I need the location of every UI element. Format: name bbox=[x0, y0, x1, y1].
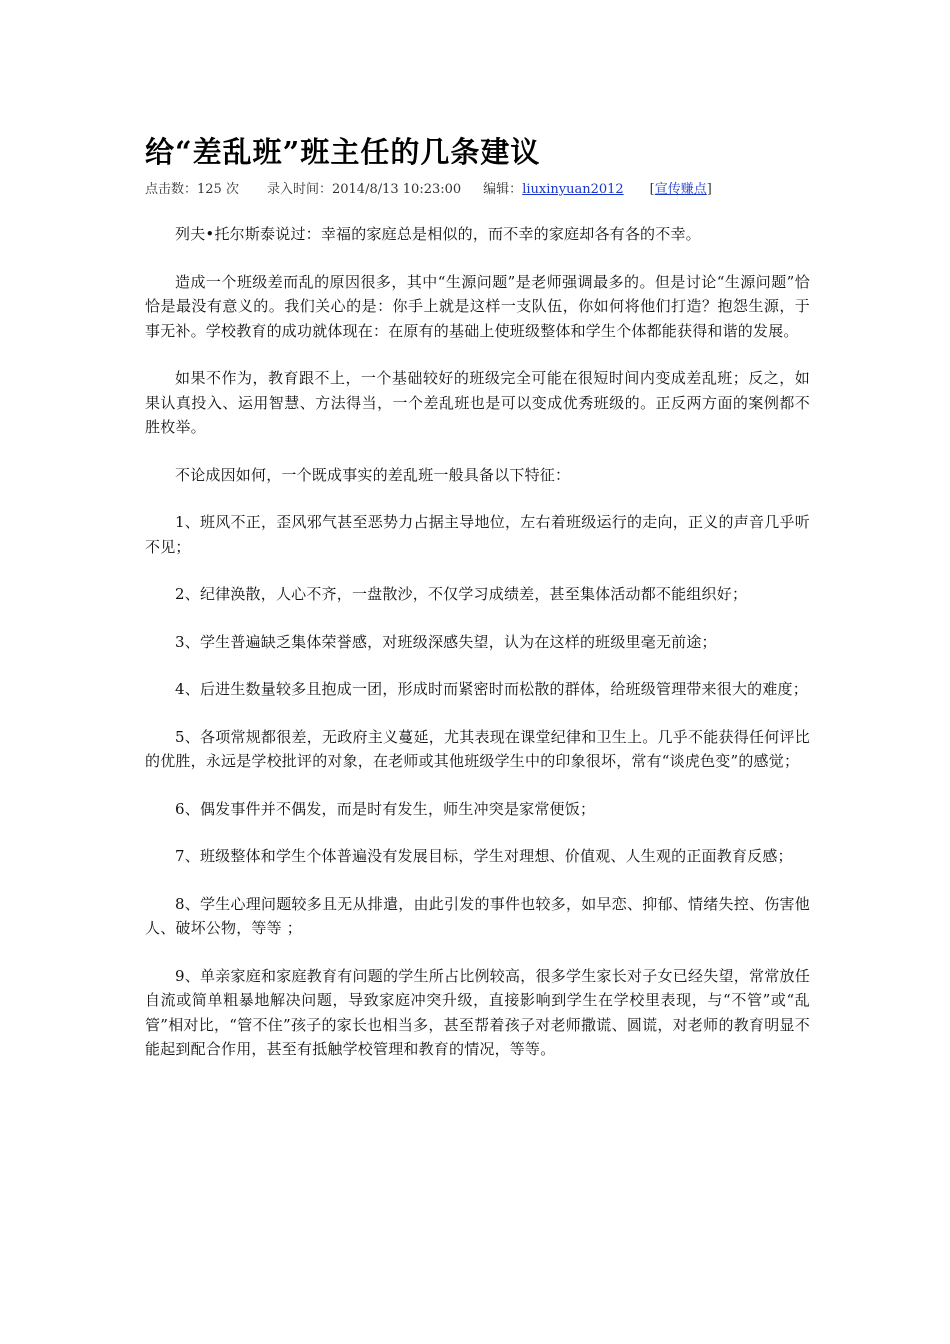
feature-item-6: 6、偶发事件并不偶发，而是时有发生，师生冲突是家常便饭； bbox=[175, 799, 596, 818]
clicks-value: 125 次 bbox=[197, 182, 239, 197]
article-page bbox=[145, 128, 810, 1085]
editor-label: 编辑： bbox=[483, 182, 523, 197]
promo-link[interactable]: 宣传赚点 bbox=[654, 182, 707, 197]
paragraph-features-intro: 不论成因如何，一个既成事实的差乱班一般具备以下特征： bbox=[175, 465, 571, 484]
editor-link[interactable]: liuxinyuan2012 bbox=[522, 182, 624, 197]
paragraph-causes: 造成一个班级差而乱的原因很多，其中“生源问题”是老师强调最多的。但是讨论“生源问题”恰恰是最没有意义的。我们关心的是：你手上就是这样一支队伍，你如何将他们打造？抱怨生源，于事无补。学校教育的成功就体现在：在原有的基础上使班级整体和学生个体都能获得和谐的发展。 bbox=[145, 272, 810, 340]
article-title: 给“差乱班”班主任的几条建议 bbox=[145, 135, 541, 169]
feature-item-3: 3、学生普遍缺乏集体荣誉感，对班级深感失望，认为在这样的班级里毫无前途； bbox=[175, 632, 717, 651]
feature-item-2: 2、纪律涣散，人心不齐，一盘散沙，不仅学习成绩差，甚至集体活动都不能组织好； bbox=[175, 585, 748, 603]
time-label: 录入时间： bbox=[266, 182, 332, 197]
paragraph-inaction: 如果不作为，教育跟不上，一个基础较好的班级完全可能在很短时间内变成差乱班；反之，如果认真投入、运用智慧、方法得当，一个差乱班也是可以变成优秀班级的。正反两方面的案例都不胜枚举。 bbox=[145, 369, 810, 436]
promo-bracket-close: ] bbox=[706, 182, 712, 197]
article-body bbox=[145, 222, 810, 1062]
feature-item-9: 9、单亲家庭和家庭教育有问题的学生所占比例较高，很多学生家长对子女已经失望，常常放任自流或简单粗暴地解决问题，导致家庭冲突升级，直接影响到学生在学校里表现，与“不管”或“乱管”相对比，“管不住”孩子的家长也相当多，甚至帮着孩子对老师撒谎、圆谎，对老师的教育明显不能起到配合作用，甚至有抵触学校管理和教育的情况，等等。 bbox=[145, 966, 810, 1058]
clicks-label: 点击数： bbox=[145, 182, 198, 197]
paragraph-quote: 列夫•托尔斯泰说过：幸福的家庭总是相似的，而不幸的家庭却各有各的不幸。 bbox=[175, 225, 701, 243]
feature-item-5: 5、各项常规都很差，无政府主义蔓延，尤其表现在课堂纪律和卫生上。几乎不能获得任何评比的优胜，永远是学校批评的对象，在老师或其他班级学生中的印象很坏，常有“谈虎色变”的感觉； bbox=[145, 727, 810, 770]
feature-item-7: 7、班级整体和学生个体普遍没有发展目标，学生对理想、价值观、人生观的正面教育反感； bbox=[175, 847, 793, 865]
time-value: 2014/8/13 10:23:00 bbox=[331, 182, 462, 197]
article-meta bbox=[145, 180, 810, 200]
feature-item-1: 1、班风不正，歪风邪气甚至恶势力占据主导地位，左右着班级运行的走向，正义的声音几乎听不见； bbox=[145, 513, 810, 556]
promo-bracket-open: [ bbox=[649, 182, 655, 197]
feature-item-8: 8、学生心理问题较多且无从排遣，由此引发的事件也较多，如早恋、抑郁、情绪失控、伤害他人、破坏公物，等等 ； bbox=[145, 894, 810, 937]
feature-item-4: 4、后进生数量较多且抱成一团，形成时而紧密时而松散的群体，给班级管理带来很大的难度； bbox=[175, 680, 808, 698]
